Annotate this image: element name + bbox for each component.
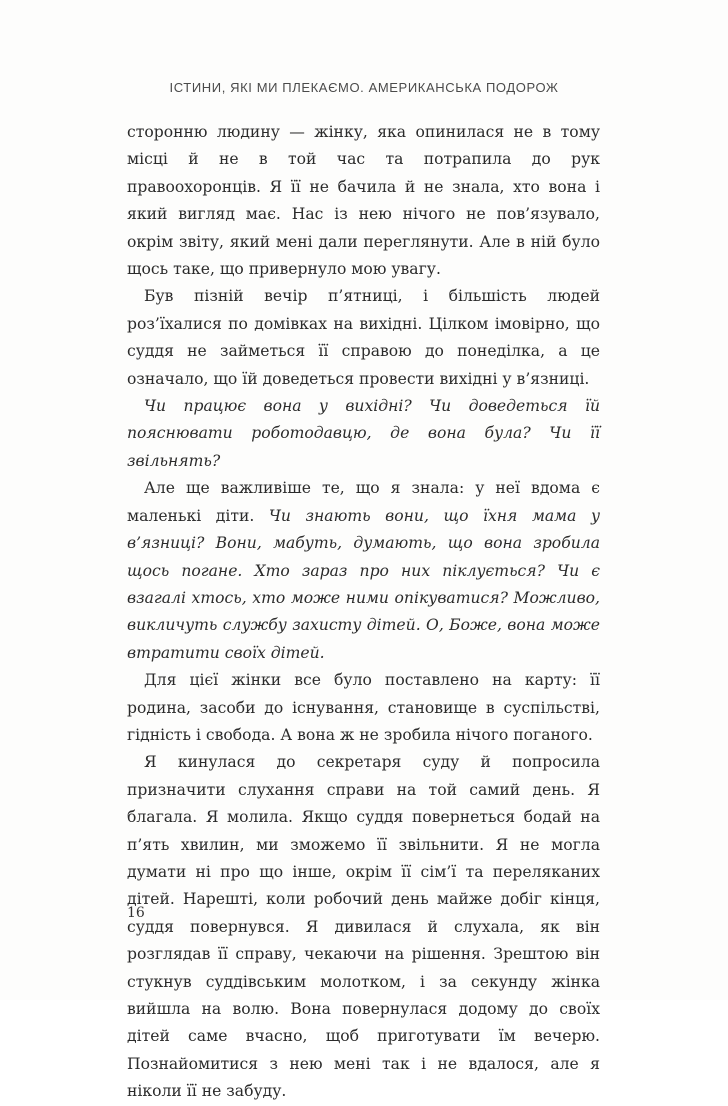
paragraph-6: Я кинулася до секретаря суду й попросила призначити слухання справи на той самий день. Я благала. Я молила. Якщо суддя повернеться бодай на п’ять хвилин, ми зможемо її звільнити. Я не могла думати ні про що інше, окрім її сім’ї та переляканих дітей. Нарешті, коли робочий день майже добіг кінця, суддя повернувся. Я дивилася й слухала, як він розглядав її справу, чекаючи на рішення. Зрештою він стукнув суддівським молотком, і за секунду жінка вийшла на волю. Вона повернулася додому до своїх дітей саме вчасно, щоб приготувати їм вечерю. Познайомитися з нею мені так і не вдалося, але я ніколи її не забуду. — [127, 753, 600, 1101]
paragraph-3 — [127, 393, 600, 475]
paragraph-2: Був пізній вечір п’ятниці, і більшість людей роз’їхалися по домівках на вихідні. Цілком імовірно, що суддя не займеться її справою до понеділка, а це означало, що їй доведеться провести вихідні у в’язниці. — [127, 287, 600, 388]
page-number: 16 — [127, 905, 145, 921]
paragraph-5: Для цієї жінки все було поставлено на карту: її родина, засоби до існування, становище в суспільстві, гідність і свобода. А вона ж не зробила нічого поганого. — [127, 671, 600, 744]
paragraph-4 — [127, 475, 600, 667]
running-header: ІСТИНИ, ЯКІ МИ ПЛЕКАЄМО. АМЕРИКАНСЬКА ПОДОРОЖ — [169, 80, 559, 95]
paragraph-4-italic: Чи знають вони, що їхня мама у в’язниці? Вони, мабуть, думають, що вона зробила щось погане. Хто зараз про них піклується? Чи є взагалі хтось, хто може ними опікуватися? Можливо, викличуть службу захисту дітей. О, Боже, вона може втратити своїх дітей. — [127, 506, 600, 662]
paragraph-4-lead: Але ще важливіше те, що я знала: у неї вдома є маленькі діти. — [127, 479, 600, 525]
paragraph-1: сторонню людину — жінку, яка опинилася не в тому місці й не в той час та потрапила до рук правоохоронців. Я її не бачила й не знала, хто вона і який вигляд має. Нас із нею нічого не пов’язувало, окрім звіту, який мені дали переглянути. Але в ній було щось таке, що привернуло мою увагу. — [127, 123, 600, 279]
body-text — [127, 119, 600, 1106]
italic-thoughts: Чи працює вона у вихідні? Чи доведеться їй пояснювати роботодавцю, де вона була? Чи її звільнять? — [127, 397, 600, 470]
